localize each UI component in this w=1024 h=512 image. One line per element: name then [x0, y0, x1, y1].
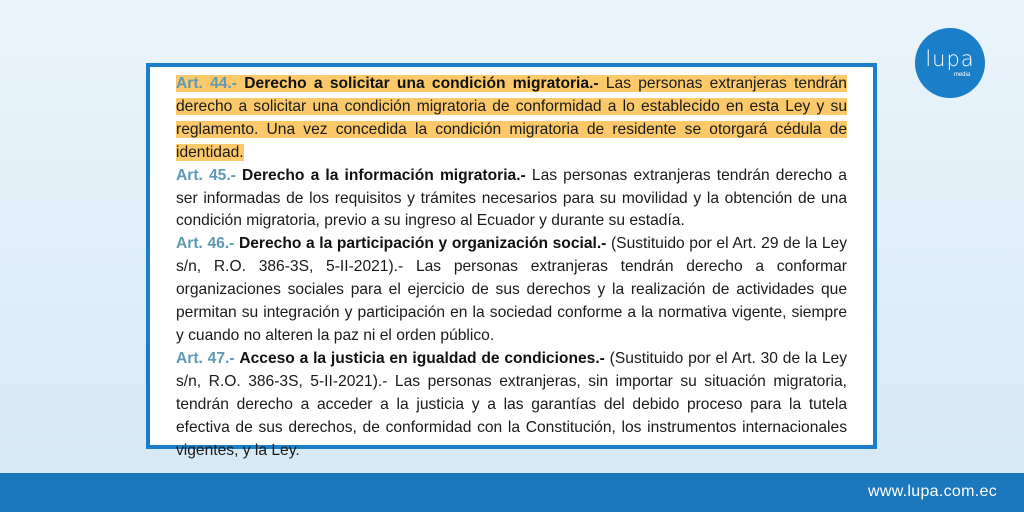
- article-title: Derecho a solicitar una condición migratoria.-: [244, 75, 599, 92]
- article-title: Derecho a la participación y organización social.-: [238, 235, 607, 253]
- article-45: [176, 165, 847, 234]
- article-44: [176, 73, 847, 165]
- logo-subtitle: media: [953, 71, 971, 78]
- article-body: (Sustituido por el Art. 30 de la Ley s/n, R.O. 386-3S, 5-II-2021).- Las personas extranjeras, sin importar su situación migratoria, tendrán derecho a acceder a la justicia y a las garantías del debido proceso para la tutela efectiva de sus derechos, de conformidad con la Constitución, los instrumentos internacionales vigentes, y la Ley.: [176, 349, 847, 459]
- article-body: (Sustituido por el Art. 29 de la Ley s/n, R.O. 386-3S, 5-II-2021).- Las personas extranjeras tendrán derecho a conformar organizaciones sociales para el ejercicio de sus derechos y la realización de actividades que permitan su integración y participación en la sociedad conforme a la normativa vigente, siempre y cuando no alteren la paz ni el orden público.: [176, 235, 847, 344]
- article-46: [176, 233, 847, 348]
- article-title: Derecho a la información migratoria.-: [242, 166, 526, 184]
- article-number: Art. 47.-: [176, 349, 235, 367]
- law-excerpt: [146, 63, 877, 459]
- article-number: Art. 44.-: [176, 75, 237, 92]
- highlight: [176, 75, 847, 161]
- lupa-logo: [915, 28, 985, 98]
- logo-wordmark: lupa: [925, 46, 975, 71]
- article-number: Art. 45.-: [176, 166, 236, 184]
- article-47: [176, 348, 847, 463]
- article-body: Las personas extranjeras tendrán derecho a solicitar una condición migratoria de conformidad a lo establecido en esta Ley y su reglamento. Una vez concedida la condición migratoria de residente se otorgará cédula de identidad.: [176, 75, 847, 161]
- article-number: Art. 46.-: [176, 235, 235, 253]
- article-title: Acceso a la justicia en igualdad de condiciones.-: [239, 349, 605, 367]
- article-body: Las personas extranjeras tendrán derecho a ser informadas de los requisitos y trámites necesarios para su movilidad y la obtención de una condición migratoria, previo a su ingreso al Ecuador y durante su estadía.: [176, 166, 847, 230]
- footer-bar: [0, 473, 1024, 512]
- website-url: www.lupa.com.ec: [868, 483, 997, 500]
